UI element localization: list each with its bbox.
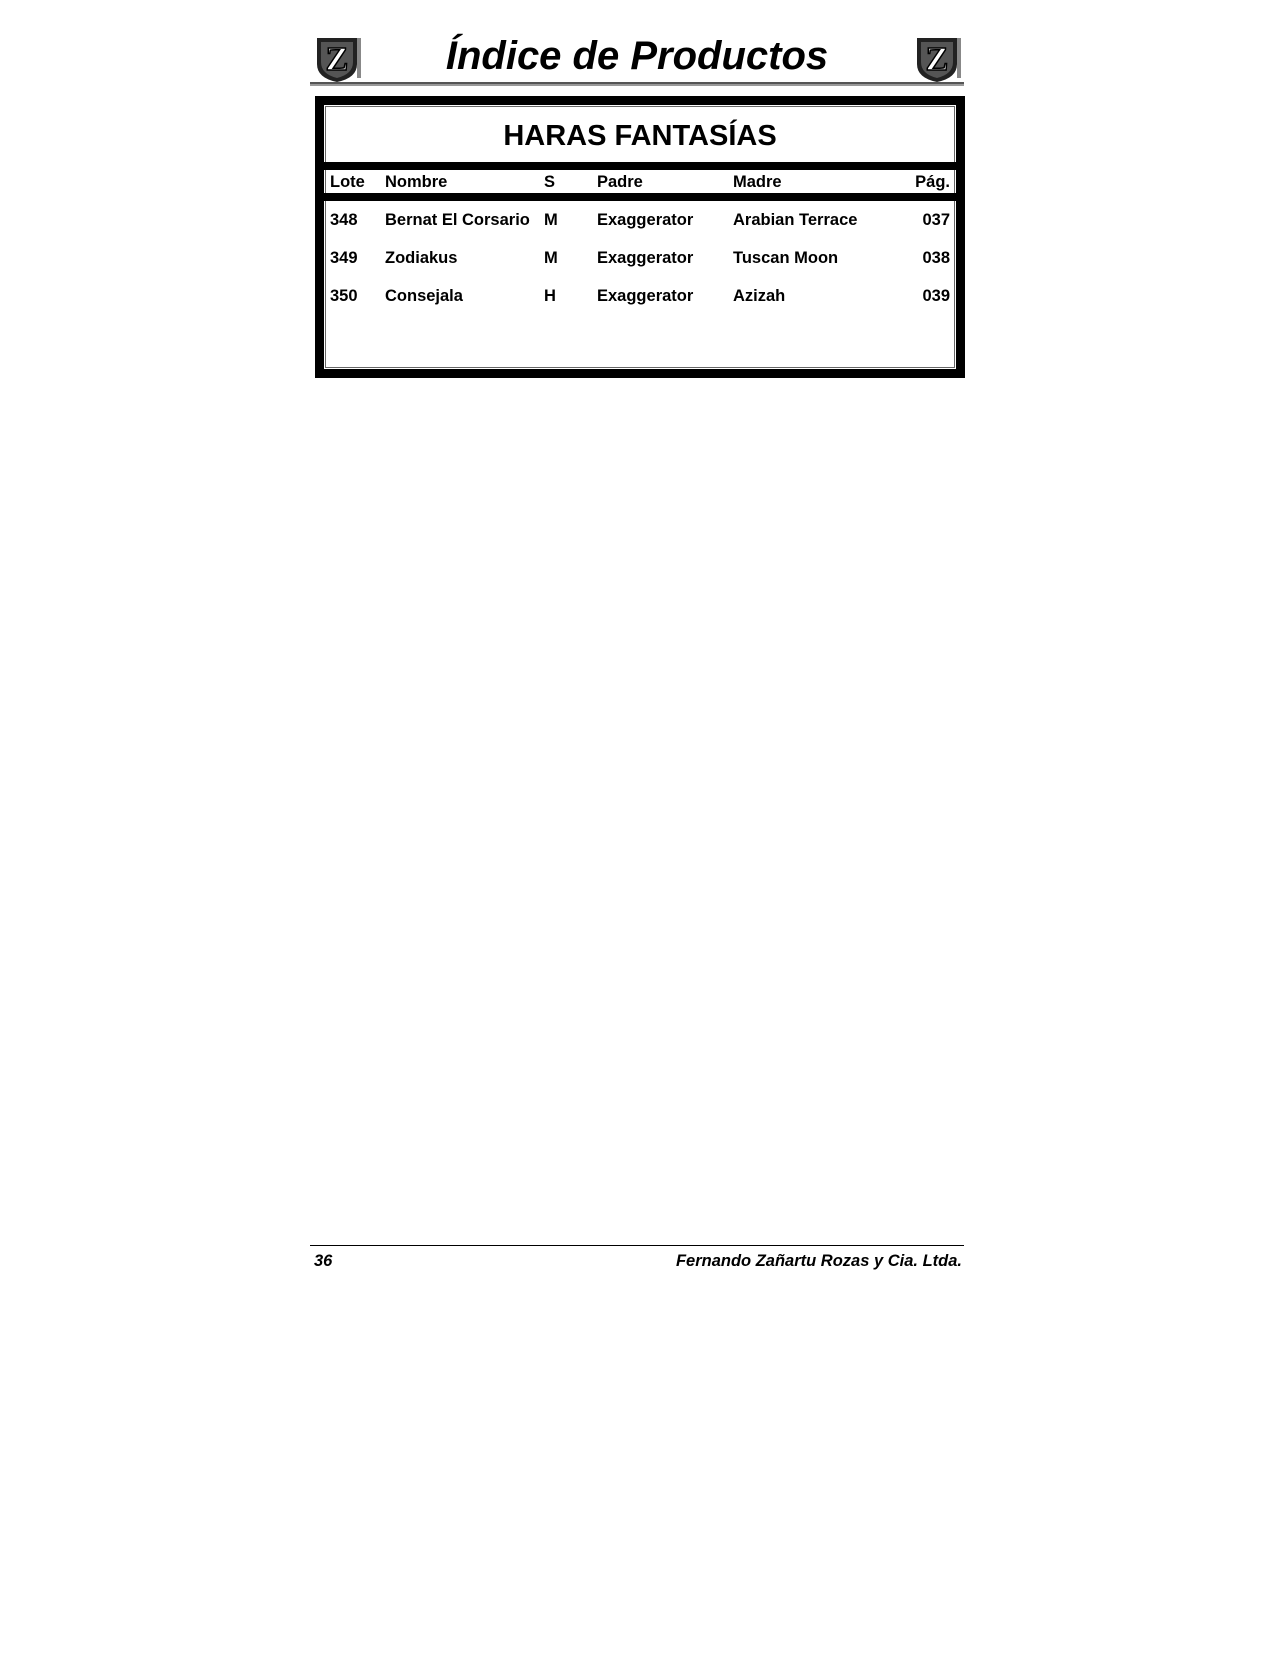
column-header-sexo: S [544, 173, 556, 191]
cell-sexo: M [544, 249, 558, 267]
cell-nombre: Consejala [385, 287, 463, 305]
cell-pagina: 039 [922, 287, 950, 305]
company-logo-icon [913, 34, 963, 84]
column-header-pagina: Pág. [915, 173, 950, 191]
column-header-nombre: Nombre [385, 173, 448, 191]
cell-nombre: Bernat El Corsario [385, 211, 530, 229]
page-header [310, 32, 964, 87]
table-divider [316, 193, 964, 201]
cell-pagina: 038 [922, 249, 950, 267]
page-footer [310, 1250, 964, 1272]
page-number: 36 [314, 1252, 333, 1270]
column-header-madre: Madre [733, 173, 782, 191]
header-divider [310, 82, 964, 86]
section-title: HARAS FANTASÍAS [503, 120, 777, 152]
cell-padre: Exaggerator [597, 211, 694, 229]
table-row [324, 285, 956, 307]
table-row [324, 209, 956, 231]
svg-text:Z: Z [925, 41, 949, 78]
column-header-padre: Padre [597, 173, 643, 191]
table-header-row [324, 171, 956, 193]
cell-lote: 350 [330, 287, 358, 305]
cell-nombre: Zodiakus [385, 249, 458, 267]
cell-pagina: 037 [922, 211, 950, 229]
table-divider [316, 162, 964, 170]
cell-sexo: H [544, 287, 556, 305]
cell-madre: Azizah [733, 287, 786, 305]
footer-divider [310, 1245, 964, 1246]
cell-padre: Exaggerator [597, 249, 694, 267]
table-row [324, 247, 956, 269]
company-name: Fernando Zañartu Rozas y Cia. Ltda. [675, 1252, 962, 1270]
cell-sexo: M [544, 211, 558, 229]
product-index-table [316, 97, 964, 377]
svg-text:Z: Z [325, 41, 349, 78]
cell-padre: Exaggerator [597, 287, 694, 305]
cell-lote: 349 [330, 249, 358, 267]
cell-lote: 348 [330, 211, 358, 229]
column-header-lote: Lote [330, 173, 365, 191]
cell-madre: Arabian Terrace [733, 211, 858, 229]
page-title: Índice de Productos [445, 34, 829, 78]
cell-madre: Tuscan Moon [733, 249, 839, 267]
